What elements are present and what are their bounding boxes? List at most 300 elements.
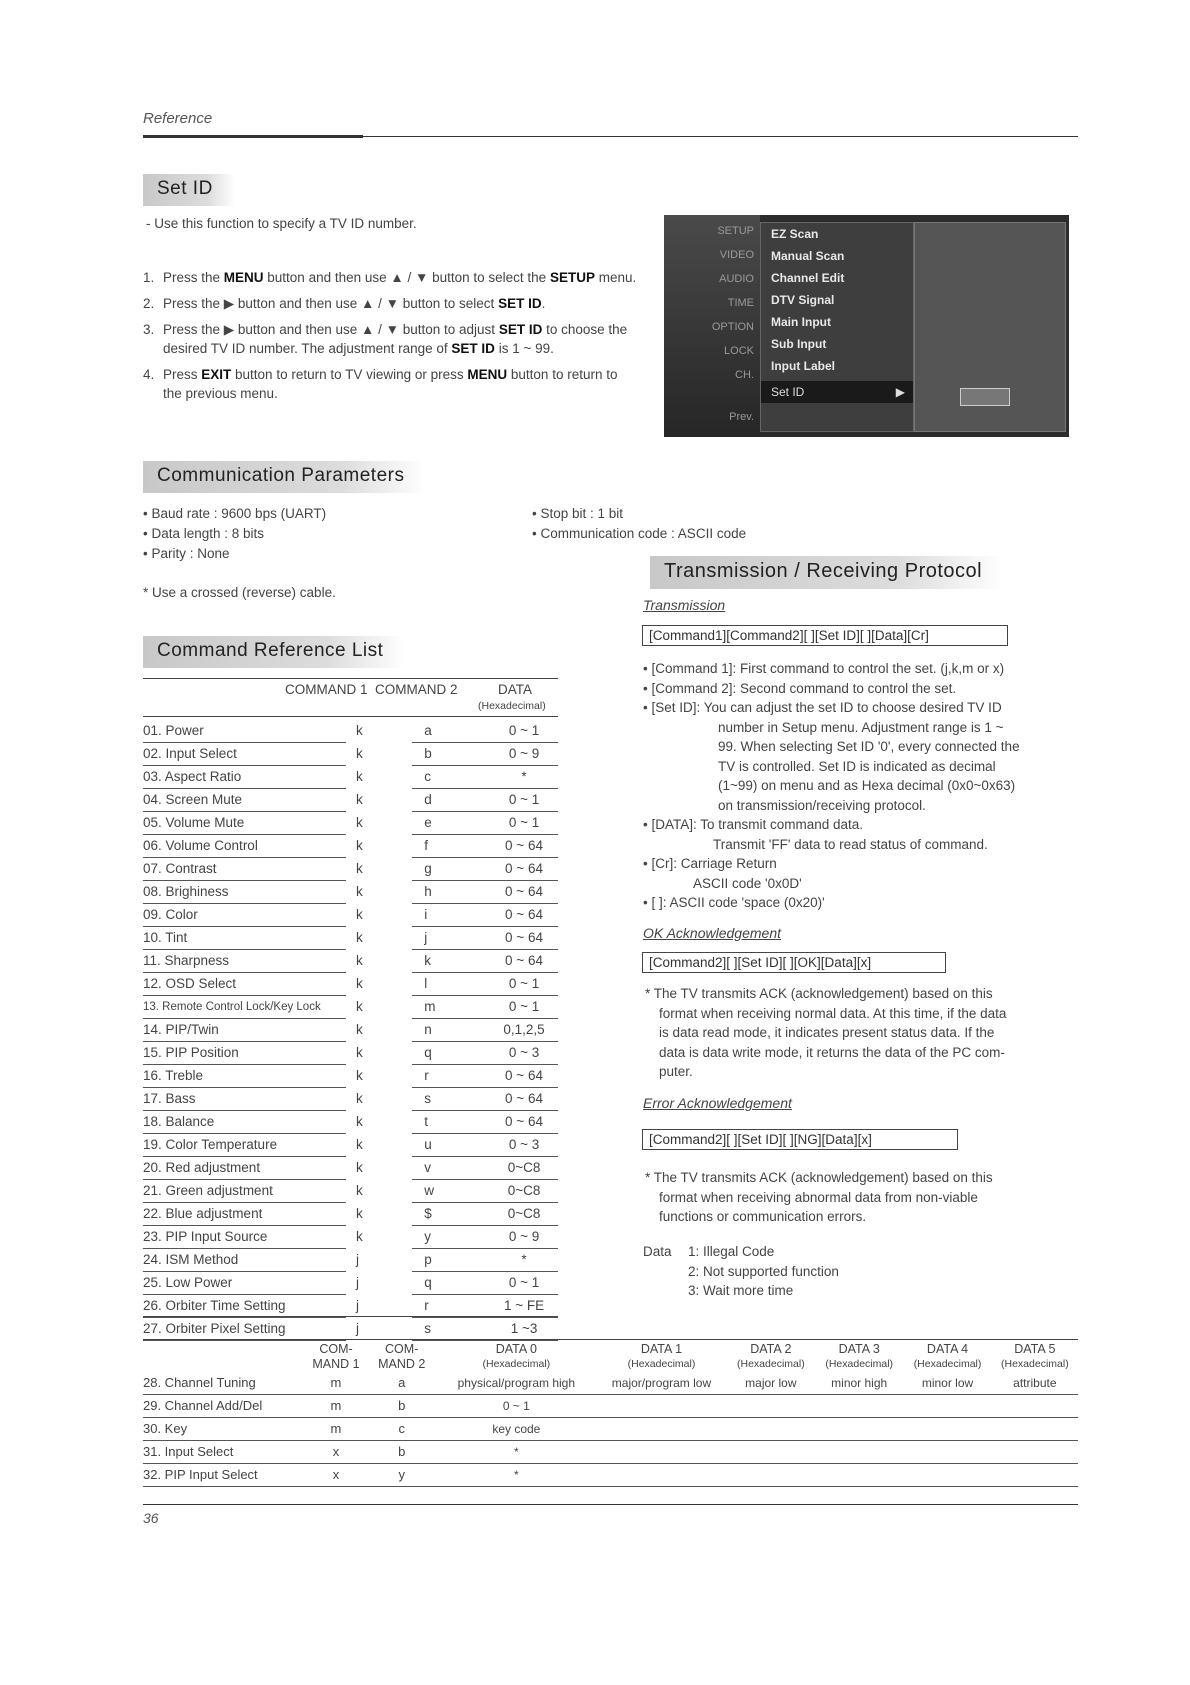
step-number: 4. [143,367,155,382]
data-range: 0 ~ 1 [490,996,558,1019]
table-row [143,973,558,996]
command-name: 12. OSD Select [143,973,346,996]
table-cell: major low [727,1372,815,1395]
data-range: 0 ~ 1 [490,789,558,812]
command-1: k [356,907,363,922]
table-row [143,766,558,789]
command-2: u [412,1134,490,1157]
step-keyword: SET ID [451,341,495,356]
column-header-line: MAND 1 [312,1357,360,1371]
step-text: menu. [594,270,637,285]
data-range: 0~C8 [490,1180,558,1203]
column-header [367,1342,436,1372]
comm-title: Communication Parameters [143,461,426,493]
setid-step [143,320,638,358]
osd-menu-item-label: Sub Input [771,337,827,351]
transmission-field-line: • [Command 1]: First command to control the set. (j,k,m or x) [643,659,1083,679]
table-row [143,950,558,973]
data-range: 0 ~ 64 [490,858,558,881]
step-keyword: SET ID [498,322,543,337]
table-row [143,904,558,927]
command-name: 23. PIP Input Source [143,1226,346,1249]
data-range: 0 ~ 64 [490,881,558,904]
cmdref2-top-rule [143,1339,1078,1340]
osd-category-label: OPTION [711,321,754,333]
column-header-line: DATA 0 [495,1342,537,1356]
command-1: k [356,1068,363,1083]
command-2: n [412,1019,490,1042]
step-number: 2. [143,296,155,311]
command-2: s [412,1088,490,1111]
step-text: button and then use ▲ / ▼ button to select the [263,270,550,285]
transmission-field-line: number in Setup menu. Adjustment range is 1 ~ [718,719,1004,735]
step-text: button to return to the previous menu. [163,367,618,401]
command-name: 01. Power [143,720,346,743]
osd-category-label: TIME [727,297,754,309]
transmission-field-line: • [DATA]: To transmit command data. [643,815,1083,835]
command-name: 02. Input Select [143,743,346,766]
data-range: 0 ~ 64 [490,927,558,950]
step-keyword: MENU [223,270,264,285]
step-text: button to return to TV viewing or press [231,367,468,382]
column-header [903,1342,991,1372]
table-cell [992,1395,1078,1418]
data-range: 0 ~ 3 [490,1042,558,1065]
transmission-field-line: on transmission/receiving protocol. [718,797,926,813]
error-data-label: Data [643,1244,672,1259]
osd-value-panel [914,222,1066,432]
table-cell [727,1464,815,1487]
data-range: 0,1,2,5 [490,1019,558,1042]
osd-menu-item [761,245,913,267]
table-row [143,1203,558,1226]
transmission-field-line: • [Cr]: Carriage Return [643,854,1083,874]
table-cell [727,1395,815,1418]
table-row [143,927,558,950]
data-range: 0 ~ 64 [490,835,558,858]
data-range: 0 ~ 3 [490,1134,558,1157]
transmission-field-line: Transmit 'FF' data to read status of command. [713,836,988,852]
table-row [143,1157,558,1180]
command-name: 07. Contrast [143,858,346,881]
osd-arrow-icon: ▶ [895,385,905,399]
column-header-line: DATA 4 [926,1342,969,1356]
setid-intro: - Use this function to specify a TV ID number. [146,216,417,231]
table-cell: physical/program high [436,1372,596,1395]
command-2: v [412,1157,490,1180]
column-header-line: (Hexadecimal) [825,1358,894,1370]
comm-stop-bit: • Stop bit : 1 bit [532,504,746,524]
ok-note-line: is data read mode, it indicates present status data. If the [659,1025,995,1040]
osd-prev-label: Prev. [729,411,754,423]
data-range: 0 ~ 1 [490,720,558,743]
osd-menu-item [761,333,913,355]
step-text: . [541,296,546,311]
command-name: 15. PIP Position [143,1042,346,1065]
table-cell: minor high [815,1372,903,1395]
ok-note-line: * The TV transmits ACK (acknowledgement) based on this [645,986,993,1001]
step-keyword: MENU [467,367,508,382]
table-row [143,881,558,904]
table-cell [596,1441,726,1464]
column-header-line: (Hexadecimal) [482,1358,551,1370]
column-header-line: (Hexadecimal) [1001,1358,1069,1370]
table-cell: 32. PIP Input Select [143,1464,305,1487]
osd-category-label: CH. [735,369,754,381]
column-header [596,1342,726,1372]
data-range: 0 ~ 9 [490,743,558,766]
error-note-line: * The TV transmits ACK (acknowledgement) based on this [645,1170,993,1185]
setid-step [143,268,638,287]
command-1: k [356,1114,363,1129]
table-row [143,1088,558,1111]
column-header-line: DATA 5 [1014,1342,1056,1356]
page-number: 36 [143,1510,159,1526]
ok-note-line: puter. [659,1064,693,1079]
table-cell: m [305,1372,367,1395]
setid-title: Set ID [143,174,235,206]
step-keyword: EXIT [201,367,232,382]
command-1: k [356,999,363,1014]
command-2: b [412,743,490,766]
table-cell [992,1441,1078,1464]
error-ack-title: Error Acknowledgement [643,1095,792,1111]
command-name: 22. Blue adjustment [143,1203,346,1226]
osd-menu-item [761,267,913,289]
cmdref-header-data: DATA [498,682,533,697]
cmdref-header-data-sub: (Hexadecimal) [478,700,546,712]
column-header-line: DATA 3 [838,1342,880,1356]
command-1: k [356,1160,363,1175]
table-row [143,1134,558,1157]
table-row [143,835,558,858]
command-name: 09. Color [143,904,346,927]
command-2: t [412,1111,490,1134]
osd-menu-item [761,355,913,377]
osd-menu-item-label: Input Label [771,359,835,373]
data-range: 0 ~ 9 [490,1226,558,1249]
table-cell [903,1441,991,1464]
command-2: p [412,1249,490,1272]
table-row [143,1464,1078,1487]
table-row [143,743,558,766]
transmission-field-line: TV is controlled. Set ID is indicated as decimal [718,758,996,774]
column-header [436,1342,596,1372]
column-header-line: COM- [385,1342,419,1356]
command-2: r [412,1295,490,1318]
data-range: * [490,1249,558,1272]
table-row [143,1042,558,1065]
comm-parity: • Parity : None [143,544,326,564]
command-1: k [356,1022,363,1037]
command-name: 05. Volume Mute [143,812,346,835]
running-head: Reference [143,110,213,127]
table-row [143,1318,558,1341]
transmission-format-box: [Command1][Command2][ ][Set ID][ ][Data][Cr] [642,625,1008,646]
command-1: k [356,1137,363,1152]
table-cell [992,1418,1078,1441]
column-header-line: (Hexadecimal) [737,1358,805,1370]
data-range: 0 ~ 64 [490,1088,558,1111]
data-range: 0 ~ 64 [490,950,558,973]
command-1: k [356,976,363,991]
command-2: e [412,812,490,835]
error-data-code: 3: Wait more time [688,1283,794,1298]
comm-baud: • Baud rate : 9600 bps (UART) [143,504,326,524]
error-note-line: functions or communication errors. [659,1209,867,1224]
command-2: i [412,904,490,927]
table-cell: 30. Key [143,1418,305,1441]
table-row [143,1395,1078,1418]
table-cell: key code [436,1418,596,1441]
step-keyword: SETUP [549,270,595,285]
command-2: k [412,950,490,973]
error-data-code: 1: Illegal Code [688,1244,775,1259]
table-cell [727,1418,815,1441]
table-row [143,1272,558,1295]
transmission-field-line: 99. When selecting Set ID '0', every connected the [718,739,1020,754]
table-cell: m [305,1395,367,1418]
comm-left-list [143,504,326,564]
command-1: j [356,1252,360,1267]
transmission-field-line: • [ ]: ASCII code 'space (0x20)' [643,893,1083,913]
setid-steps [143,268,638,410]
command-name: 18. Balance [143,1111,346,1134]
command-name: 26. Orbiter Time Setting [143,1295,346,1318]
command-1: k [356,930,363,945]
command-1: k [356,1183,363,1198]
table-cell: 28. Channel Tuning [143,1372,305,1395]
table-cell [903,1395,991,1418]
table-cell: 0 ~ 1 [436,1395,596,1418]
command-name: 19. Color Temperature [143,1134,346,1157]
table-row [143,812,558,835]
osd-menu-item [761,223,913,245]
command-2: m [412,996,490,1019]
command-name: 20. Red adjustment [143,1157,346,1180]
table-row [143,789,558,812]
comm-length: • Data length : 8 bits [143,524,326,544]
command-2: w [412,1180,490,1203]
cmdref-title: Command Reference List [143,636,405,668]
command-name: 27. Orbiter Pixel Setting [143,1318,346,1341]
command-name: 04. Screen Mute [143,789,346,812]
table-row [143,1065,558,1088]
comm-cable-note: * Use a crossed (reverse) cable. [143,585,336,600]
osd-setup-menu [760,222,914,432]
table-cell [815,1395,903,1418]
command-2: l [412,973,490,996]
command-name: 24. ISM Method [143,1249,346,1272]
ok-note-line: data is data write mode, it returns the data of the PC com- [659,1044,1005,1060]
table-row [143,1418,1078,1441]
table-cell [815,1441,903,1464]
data-range: 0 ~ 64 [490,1111,558,1134]
command-2: f [412,835,490,858]
command-name: 06. Volume Control [143,835,346,858]
step-text: Press [163,367,202,382]
osd-category-label: AUDIO [719,273,754,285]
command-1: j [356,1298,360,1313]
error-ack-format-box: [Command2][ ][Set ID][ ][NG][Data][x] [642,1129,958,1150]
step-number: 1. [143,270,155,285]
table-row [143,1226,558,1249]
table-cell [903,1464,991,1487]
command-2: y [412,1226,490,1249]
table-row [143,1295,558,1318]
step-text: to choose the desired TV ID number. The adjustment range of [163,322,628,356]
command-name: 13. Remote Control Lock/Key Lock [143,996,346,1019]
table-cell: b [367,1441,436,1464]
osd-menu-item-label: DTV Signal [771,293,835,307]
table-cell: 29. Channel Add/Del [143,1395,305,1418]
command-name: 21. Green adjustment [143,1180,346,1203]
table-row [143,1249,558,1272]
ok-ack-note [645,984,1085,1082]
command-1: k [356,1206,363,1221]
command-2: q [412,1272,490,1295]
data-range: 0 ~ 64 [490,904,558,927]
table-cell [727,1441,815,1464]
column-header-line: (Hexadecimal) [627,1358,696,1370]
cmdref-bottom-rule [143,1316,558,1317]
data-range: 0 ~ 64 [490,1065,558,1088]
command-1: k [356,746,363,761]
osd-category-label: LOCK [724,345,754,357]
column-header-line: DATA 2 [750,1342,792,1356]
data-range: 0 ~ 1 [490,812,558,835]
error-data-codes [688,1242,839,1301]
command-name: 16. Treble [143,1065,346,1088]
data-range: 1 ~ FE [490,1295,558,1318]
command-1: k [356,792,363,807]
step-text: Press the [163,270,224,285]
command-2: q [412,1042,490,1065]
step-number: 3. [143,322,155,337]
column-header [992,1342,1078,1372]
osd-setid-value-box [960,388,1010,406]
command-1: k [356,769,363,784]
data-range: 0 ~ 1 [490,1272,558,1295]
osd-menu-item [761,289,913,311]
table-cell [992,1464,1078,1487]
table-row [143,996,558,1019]
command-name: 14. PIP/Twin [143,1019,346,1042]
command-1: k [356,884,363,899]
transmission-field-list [643,659,1083,913]
column-header-line: MAND 2 [378,1357,426,1371]
table-cell: b [367,1395,436,1418]
osd-menu-item [761,311,913,333]
column-header [305,1342,367,1372]
table-cell: minor low [903,1372,991,1395]
table-cell: c [367,1418,436,1441]
table-cell [596,1395,726,1418]
command-2: j [412,927,490,950]
ok-ack-title: OK Acknowledgement [643,925,781,941]
cmdref-top-rule [143,678,558,679]
command-1: k [356,1045,363,1060]
osd-menu-item-label: EZ Scan [771,227,819,241]
table-cell: * [436,1441,596,1464]
command-name: 03. Aspect Ratio [143,766,346,789]
command-2: s [412,1318,490,1341]
table-cell [596,1418,726,1441]
table-row [143,1019,558,1042]
cmdref-table [143,720,558,1341]
command-name: 17. Bass [143,1088,346,1111]
osd-category-label: SETUP [717,225,754,237]
osd-menu-item [761,381,913,403]
data-range: 1 ~3 [490,1318,558,1341]
transmission-field-line: • [Set ID]: You can adjust the set ID to choose desired TV ID [643,698,1083,718]
command-1: j [356,1321,360,1336]
command-1: k [356,861,363,876]
command-1: j [356,1275,360,1290]
cmdref-header-rule [143,716,558,717]
osd-menu-item-label: Channel Edit [771,271,845,285]
table-row [143,720,558,743]
command-2: h [412,881,490,904]
command-2: r [412,1065,490,1088]
command-1: k [356,815,363,830]
transmission-title: Transmission [643,597,726,613]
command-2: d [412,789,490,812]
command-1: k [356,838,363,853]
column-header [143,1342,305,1372]
column-header-line: (Hexadecimal) [913,1358,982,1370]
command-1: k [356,1091,363,1106]
step-text: Press the ▶ button and then use ▲ / ▼ button to select [163,296,499,311]
comm-right-list [532,504,746,544]
table-cell: attribute [992,1372,1078,1395]
data-range: 0~C8 [490,1203,558,1226]
osd-category-column [664,215,760,437]
osd-menu-item-label: Manual Scan [771,249,845,263]
table-row [143,1372,1078,1395]
command-1: k [356,1229,363,1244]
column-header [815,1342,903,1372]
cmdref2-table [143,1342,1078,1487]
protocol-title: Transmission / Receiving Protocol [650,556,1004,589]
column-header-line: COM- [319,1342,353,1356]
table-cell: x [305,1464,367,1487]
command-2: $ [412,1203,490,1226]
table-cell: m [305,1418,367,1441]
table-cell: y [367,1464,436,1487]
table-cell [815,1418,903,1441]
setid-step [143,365,638,403]
step-text: is 1 ~ 99. [494,341,554,356]
column-header-line: DATA 1 [640,1342,683,1356]
table-cell: major/program low [596,1372,726,1395]
osd-menu-item-label: Set ID [771,385,805,399]
table-cell: 31. Input Select [143,1441,305,1464]
comm-code: • Communication code : ASCII code [532,524,746,544]
step-keyword: SET ID [498,296,542,311]
transmission-field-line: • [Command 2]: Second command to control the set. [643,679,1083,699]
error-ack-note [645,1168,1085,1227]
cmdref-header-commands: COMMAND 1 COMMAND 2 [285,682,458,697]
step-text: Press the ▶ button and then use ▲ / ▼ button to adjust [163,322,499,337]
table-cell [903,1418,991,1441]
data-range: 0 ~ 1 [490,973,558,996]
command-2: a [412,720,490,743]
setid-step [143,294,638,313]
transmission-field-line: ASCII code '0x0D' [693,875,802,891]
command-name: 11. Sharpness [143,950,346,973]
table-cell: * [436,1464,596,1487]
